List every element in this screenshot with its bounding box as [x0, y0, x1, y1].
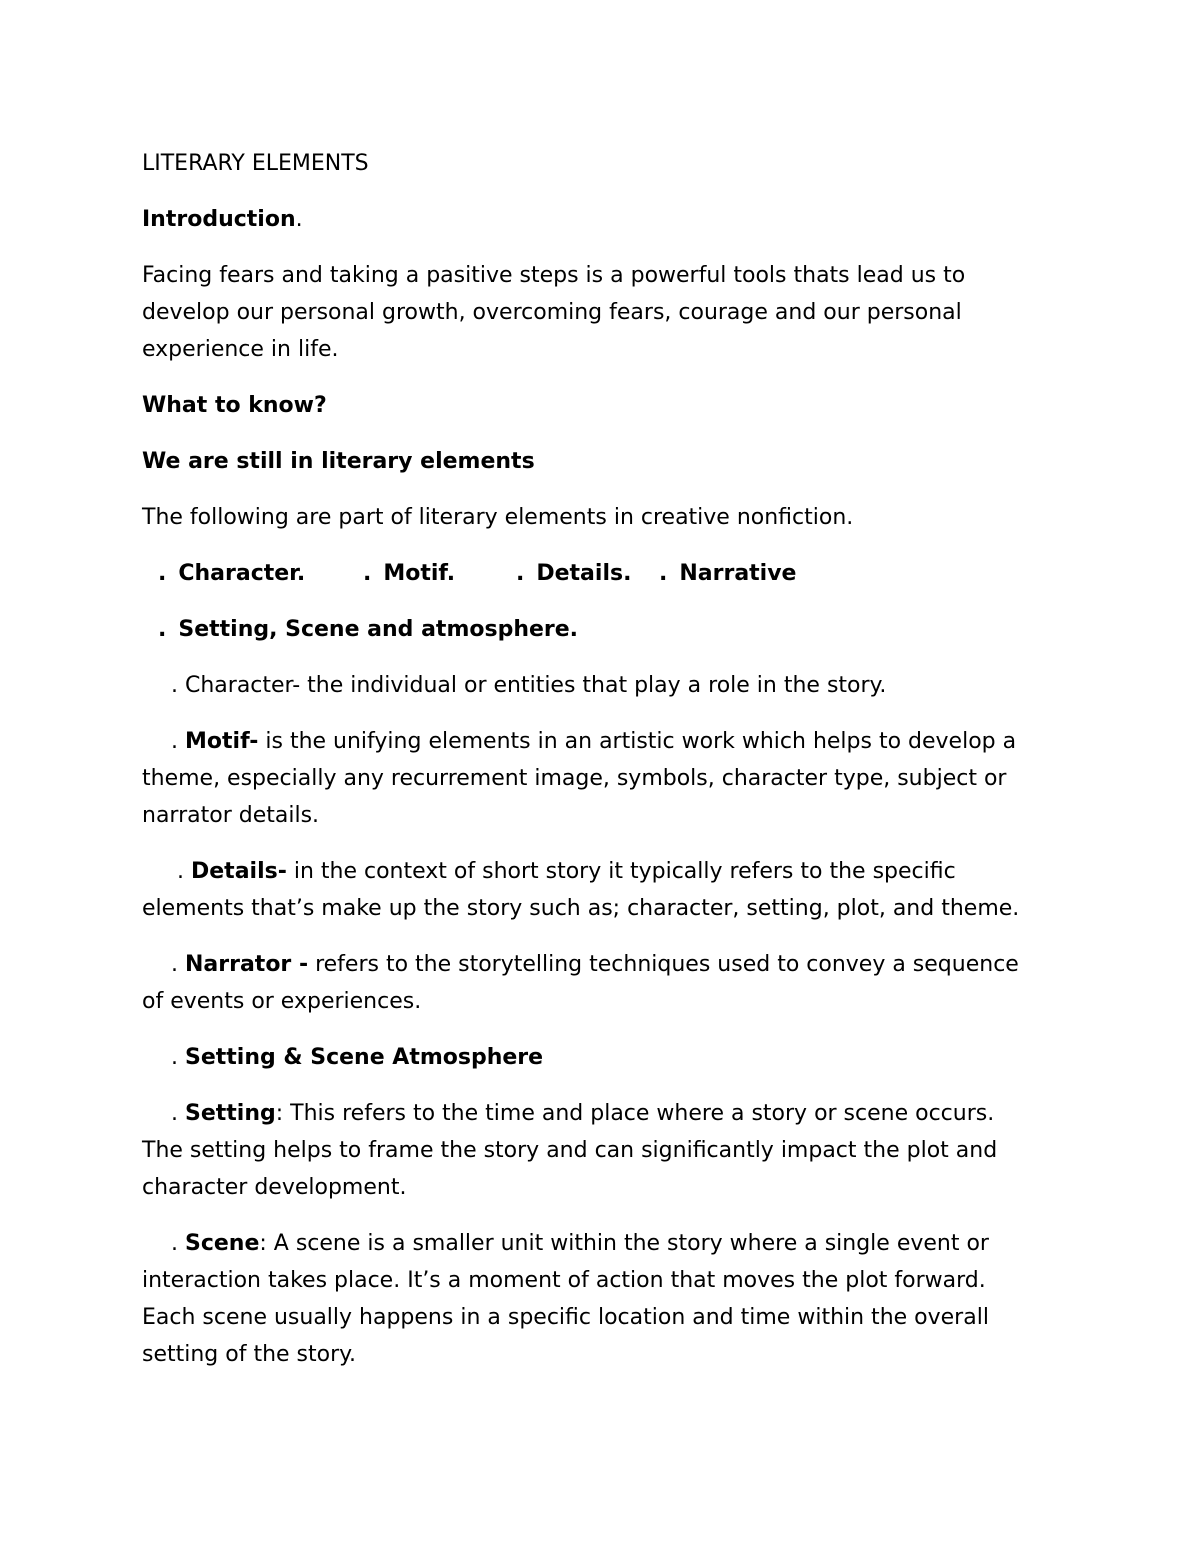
motif-label: Motif- [185, 729, 259, 754]
elements-list-row-1 [142, 555, 1082, 592]
setting-line: character development. [142, 1175, 407, 1200]
setting-line: The setting helps to frame the story and can significantly impact the plot and [142, 1138, 998, 1163]
scene-label: Scene [185, 1231, 260, 1256]
what-to-know-heading [142, 387, 1082, 424]
title-text: LITERARY ELEMENTS [142, 151, 369, 176]
definition-narrator [142, 946, 1082, 1020]
narrator-line: . Narrator - refers to the storytelling techniques used to convey a sequence [171, 952, 1019, 977]
list-item-details: . Details. [516, 561, 632, 586]
narrator-line: of events or experiences. [142, 989, 422, 1014]
definition-details [142, 853, 1082, 927]
definition-setting [142, 1095, 1082, 1206]
scene-line: interaction takes place. It’s a moment of action that moves the plot forward. [142, 1268, 986, 1293]
still-in-text: We are still in literary elements [142, 449, 535, 474]
intro-line: Facing fears and taking a pasitive steps is a powerful tools thats lead us to [142, 263, 966, 288]
details-line: . Details- in the context of short story it typically refers to the specific [177, 859, 956, 884]
scene-line: . Scene: A scene is a smaller unit within the story where a single event or [171, 1231, 989, 1256]
intro-line: experience in life. [142, 337, 339, 362]
list-item-motif: . Motif. [363, 561, 456, 586]
motif-line: theme, especially any recurrement image, symbols, character type, subject or [142, 766, 1007, 791]
definition-character [142, 667, 1082, 704]
setting-scene-heading: . Setting & Scene Atmosphere [171, 1045, 544, 1070]
list-item-character: . Character. [158, 561, 306, 586]
following-text: The following are part of literary elements in creative nonfiction. [142, 505, 854, 530]
intro-line: develop our personal growth, overcoming fears, courage and our personal [142, 300, 962, 325]
scene-line: setting of the story. [142, 1342, 357, 1367]
intro-heading [142, 201, 1082, 238]
elements-list-row-2 [142, 611, 1082, 648]
definition-scene [142, 1225, 1082, 1373]
document-title [142, 145, 1082, 182]
list-item-narrative: . Narrative [659, 561, 797, 586]
motif-line: narrator details. [142, 803, 320, 828]
details-label: Details- [191, 859, 287, 884]
character-definition-text: . Character- the individual or entities that play a role in the story. [171, 673, 887, 698]
definition-motif [142, 723, 1082, 834]
details-line: elements that’s make up the story such as; character, setting, plot, and theme. [142, 896, 1020, 921]
intro-paragraph [142, 257, 1082, 368]
intro-heading-period: . [295, 207, 303, 232]
intro-heading-text: Introduction [142, 207, 296, 232]
setting-label: Setting [185, 1101, 276, 1126]
list-item-setting-scene: . Setting, Scene and atmosphere. [158, 617, 579, 642]
setting-line: . Setting: This refers to the time and place where a story or scene occurs. [171, 1101, 995, 1126]
following-paragraph [142, 499, 1082, 536]
motif-line: . Motif- is the unifying elements in an artistic work which helps to develop a [171, 729, 1017, 754]
setting-scene-heading-text: Setting & Scene Atmosphere [185, 1045, 544, 1070]
what-to-know-text: What to know? [142, 393, 327, 418]
document-page [142, 145, 1082, 1392]
still-in-heading [142, 443, 1082, 480]
narrator-label: Narrator - [185, 952, 309, 977]
scene-line: Each scene usually happens in a specific location and time within the overall [142, 1305, 989, 1330]
